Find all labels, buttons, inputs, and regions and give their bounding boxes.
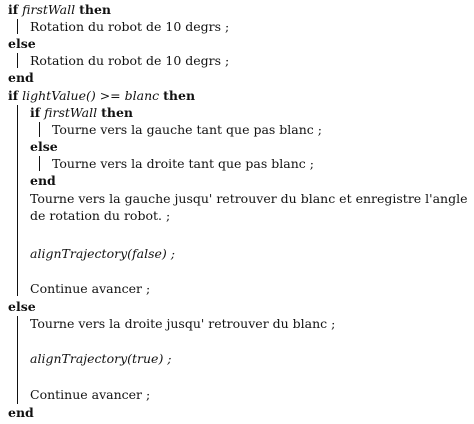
block-rule — [17, 316, 18, 404]
line-left-record-2 — [30, 207, 170, 224]
statement-turn-right: Tourne vers la droite tant que pas blanc ; — [52, 156, 314, 171]
line-continue-2 — [30, 386, 150, 403]
line-turn-right-find — [30, 315, 335, 332]
keyword-end: end — [8, 405, 34, 420]
keyword-end: end — [8, 70, 34, 85]
line-else-2 — [8, 298, 36, 315]
keyword-then: then — [79, 2, 111, 17]
keyword-else: else — [8, 36, 36, 51]
line-turn-right-until — [52, 155, 314, 172]
condition-first-wall: firstWall — [44, 105, 98, 120]
keyword-else: else — [8, 299, 36, 314]
statement-left-record-continued: de rotation du robot. ; — [30, 208, 171, 223]
line-rotation-2 — [30, 52, 229, 69]
condition-first-wall: firstWall — [22, 2, 76, 17]
line-left-record-1 — [30, 190, 468, 207]
block-rule — [17, 53, 18, 68]
line-if-light-value — [8, 87, 195, 104]
keyword-if: if — [8, 2, 19, 17]
line-end-1 — [8, 69, 34, 86]
keyword-if: if — [30, 105, 41, 120]
condition-light-value: lightValue() >= — [22, 88, 125, 103]
statement-align-false: alignTrajectory(false) ; — [30, 246, 175, 261]
line-else-inner — [30, 138, 58, 155]
statement-continue: Continue avancer ; — [30, 387, 151, 402]
line-if-first-wall — [8, 1, 111, 18]
keyword-then: then — [163, 88, 196, 103]
line-end-2 — [8, 404, 34, 421]
line-turn-left-until — [52, 121, 322, 138]
keyword-then: then — [101, 105, 133, 120]
keyword-end: end — [30, 173, 56, 188]
statement-turn-left: Tourne vers la gauche tant que pas blanc ; — [52, 122, 322, 137]
statement-turn-right-find: Tourne vers la droite jusqu' retrouver du blanc ; — [30, 316, 336, 331]
block-rule — [39, 156, 40, 171]
statement-align-true: alignTrajectory(true) ; — [30, 351, 172, 366]
line-align-true — [30, 350, 172, 367]
line-else-1 — [8, 35, 36, 52]
statement-rotation: Rotation du robot de 10 degrs ; — [30, 53, 230, 68]
line-end-inner — [30, 172, 56, 189]
keyword-if: if — [8, 88, 19, 103]
statement-rotation: Rotation du robot de 10 degrs ; — [30, 19, 230, 34]
statement-left-record: Tourne vers la gauche jusqu' retrouver du blanc et enregistre l'angle — [30, 191, 468, 206]
block-rule — [39, 122, 40, 137]
line-rotation-1 — [30, 18, 229, 35]
block-rule — [17, 105, 18, 296]
line-if-first-wall-inner — [30, 104, 133, 121]
block-rule — [17, 19, 18, 34]
statement-continue: Continue avancer ; — [30, 281, 151, 296]
line-align-false — [30, 245, 175, 262]
line-continue-1 — [30, 280, 150, 297]
condition-blanc: blanc — [124, 88, 160, 103]
keyword-else: else — [30, 139, 58, 154]
